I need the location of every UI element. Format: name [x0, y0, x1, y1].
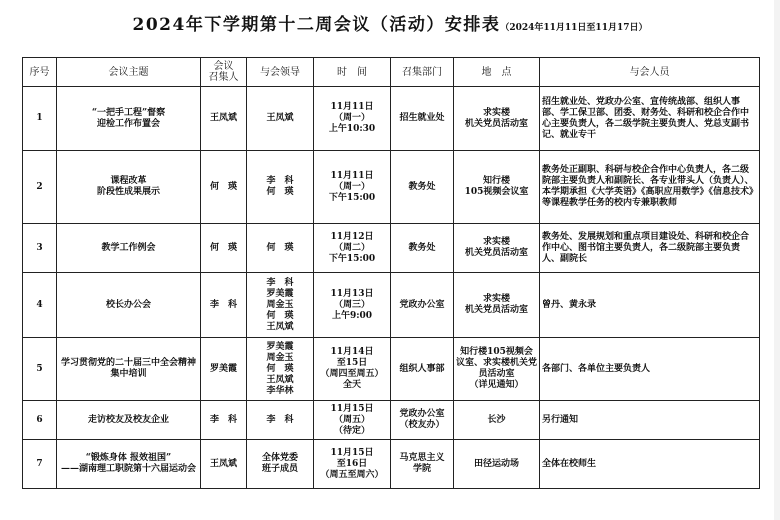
row-attendees: 各部门、各单位主要负责人: [540, 338, 760, 401]
table-header-row: [23, 58, 760, 87]
row-leaders: 罗美霞 周金玉 何 瑛 王凤斌 李华林: [247, 338, 314, 401]
row-leaders: 王凤斌: [247, 87, 314, 151]
row-no: 7: [23, 440, 57, 489]
table-row: [23, 87, 760, 151]
row-place: 知行楼 105视频会议室: [454, 151, 540, 224]
row-dept: 招生就业处: [391, 87, 454, 151]
row-place: 知行楼105视频会议室、求实楼机关党员活动室 （详见通知）: [454, 338, 540, 401]
table-row: [23, 338, 760, 401]
row-time: 11月11日 （周一） 上午10:30: [314, 87, 391, 151]
row-topic: “一把手工程”督察 迎检工作布置会: [57, 87, 201, 151]
row-topic: 学习贯彻党的二十届三中全会精神集中培训: [57, 338, 201, 401]
row-no: 4: [23, 273, 57, 338]
vertical-scrollbar[interactable]: [774, 0, 780, 520]
row-convener: 何 瑛: [201, 224, 247, 273]
col-header-attendees: 与会人员: [540, 58, 760, 87]
col-header-no: 序号: [23, 58, 57, 87]
table-row: [23, 273, 760, 338]
row-leaders: 李 科: [247, 401, 314, 440]
table-row: [23, 224, 760, 273]
col-header-topic: 会议主题: [57, 58, 201, 87]
table-row: [23, 151, 760, 224]
table-row: [23, 401, 760, 440]
row-topic: 走访校友及校友企业: [57, 401, 201, 440]
row-place: 田径运动场: [454, 440, 540, 489]
col-header-leaders: 与会领导: [247, 58, 314, 87]
col-header-time: 时 间: [314, 58, 391, 87]
row-leaders: 李 科 罗美霞 周金玉 何 瑛 王凤斌: [247, 273, 314, 338]
row-dept: 党政办公室 （校友办）: [391, 401, 454, 440]
row-leaders: 何 瑛: [247, 224, 314, 273]
row-convener: 李 科: [201, 401, 247, 440]
row-time: 11月15日 至16日 （周五至周六）: [314, 440, 391, 489]
row-no: 3: [23, 224, 57, 273]
date-range: （2024年11月11日至11月17日）: [500, 23, 648, 33]
schedule-title: 2024年下学期第十二周会议（活动）安排表: [132, 15, 501, 35]
row-place: 长沙: [454, 401, 540, 440]
col-header-dept: 召集部门: [391, 58, 454, 87]
table-row: [23, 440, 760, 489]
row-time: 11月15日 （周五） （待定）: [314, 401, 391, 440]
row-topic: 课程改革 阶段性成果展示: [57, 151, 201, 224]
row-topic: 校长办公会: [57, 273, 201, 338]
row-convener: 何 瑛: [201, 151, 247, 224]
row-attendees: 另行通知: [540, 401, 760, 440]
row-dept: 组织人事部: [391, 338, 454, 401]
row-convener: 王凤斌: [201, 440, 247, 489]
row-time: 11月11日 （周一） 下午15:00: [314, 151, 391, 224]
col-header-place: 地 点: [454, 58, 540, 87]
row-attendees: 曾丹、黄永录: [540, 273, 760, 338]
row-convener: 罗美霞: [201, 338, 247, 401]
row-convener: 王凤斌: [201, 87, 247, 151]
row-no: 5: [23, 338, 57, 401]
row-place: 求实楼 机关党员活动室: [454, 273, 540, 338]
row-leaders: 李 科 何 瑛: [247, 151, 314, 224]
row-dept: 教务处: [391, 224, 454, 273]
row-no: 6: [23, 401, 57, 440]
row-attendees: 招生就业处、党政办公室、宣传统战部、组织人事部、学工保卫部、团委、财务处、科研和校企合作中心主要负责人，各二级学院主要负责人、党总支副书记、就业专干: [540, 87, 760, 151]
row-topic: 教学工作例会: [57, 224, 201, 273]
row-topic: “锻炼身体 报效祖国” ——湖南理工职院第十六届运动会: [57, 440, 201, 489]
row-attendees: 全体在校师生: [540, 440, 760, 489]
row-dept: 党政办公室: [391, 273, 454, 338]
row-place: 求实楼 机关党员活动室: [454, 224, 540, 273]
col-header-convener: 会议 召集人: [201, 58, 247, 87]
row-attendees: 教务处、发展规划和重点项目建设处、科研和校企合作中心、图书馆主要负责人，各二级院部主要负责人、副院长: [540, 224, 760, 273]
schedule-table: [22, 57, 760, 489]
row-convener: 李 科: [201, 273, 247, 338]
row-leaders: 全体党委 班子成员: [247, 440, 314, 489]
row-no: 2: [23, 151, 57, 224]
row-attendees: 教务处正副职、科研与校企合作中心负责人，各二级院部主要负责人和副院长、各专业带头人（负责人）、本学期承担《大学英语》《高职应用数学》《信息技术》等课程教学任务的校内专兼职教师: [540, 151, 760, 224]
row-time: 11月12日 （周二） 下午15:00: [314, 224, 391, 273]
row-time: 11月14日 至15日 （周四至周五） 全天: [314, 338, 391, 401]
row-no: 1: [23, 87, 57, 151]
row-time: 11月13日 （周三） 上午9:00: [314, 273, 391, 338]
row-dept: 教务处: [391, 151, 454, 224]
page-title: [0, 10, 780, 35]
row-dept: 马克思主义 学院: [391, 440, 454, 489]
row-place: 求实楼 机关党员活动室: [454, 87, 540, 151]
